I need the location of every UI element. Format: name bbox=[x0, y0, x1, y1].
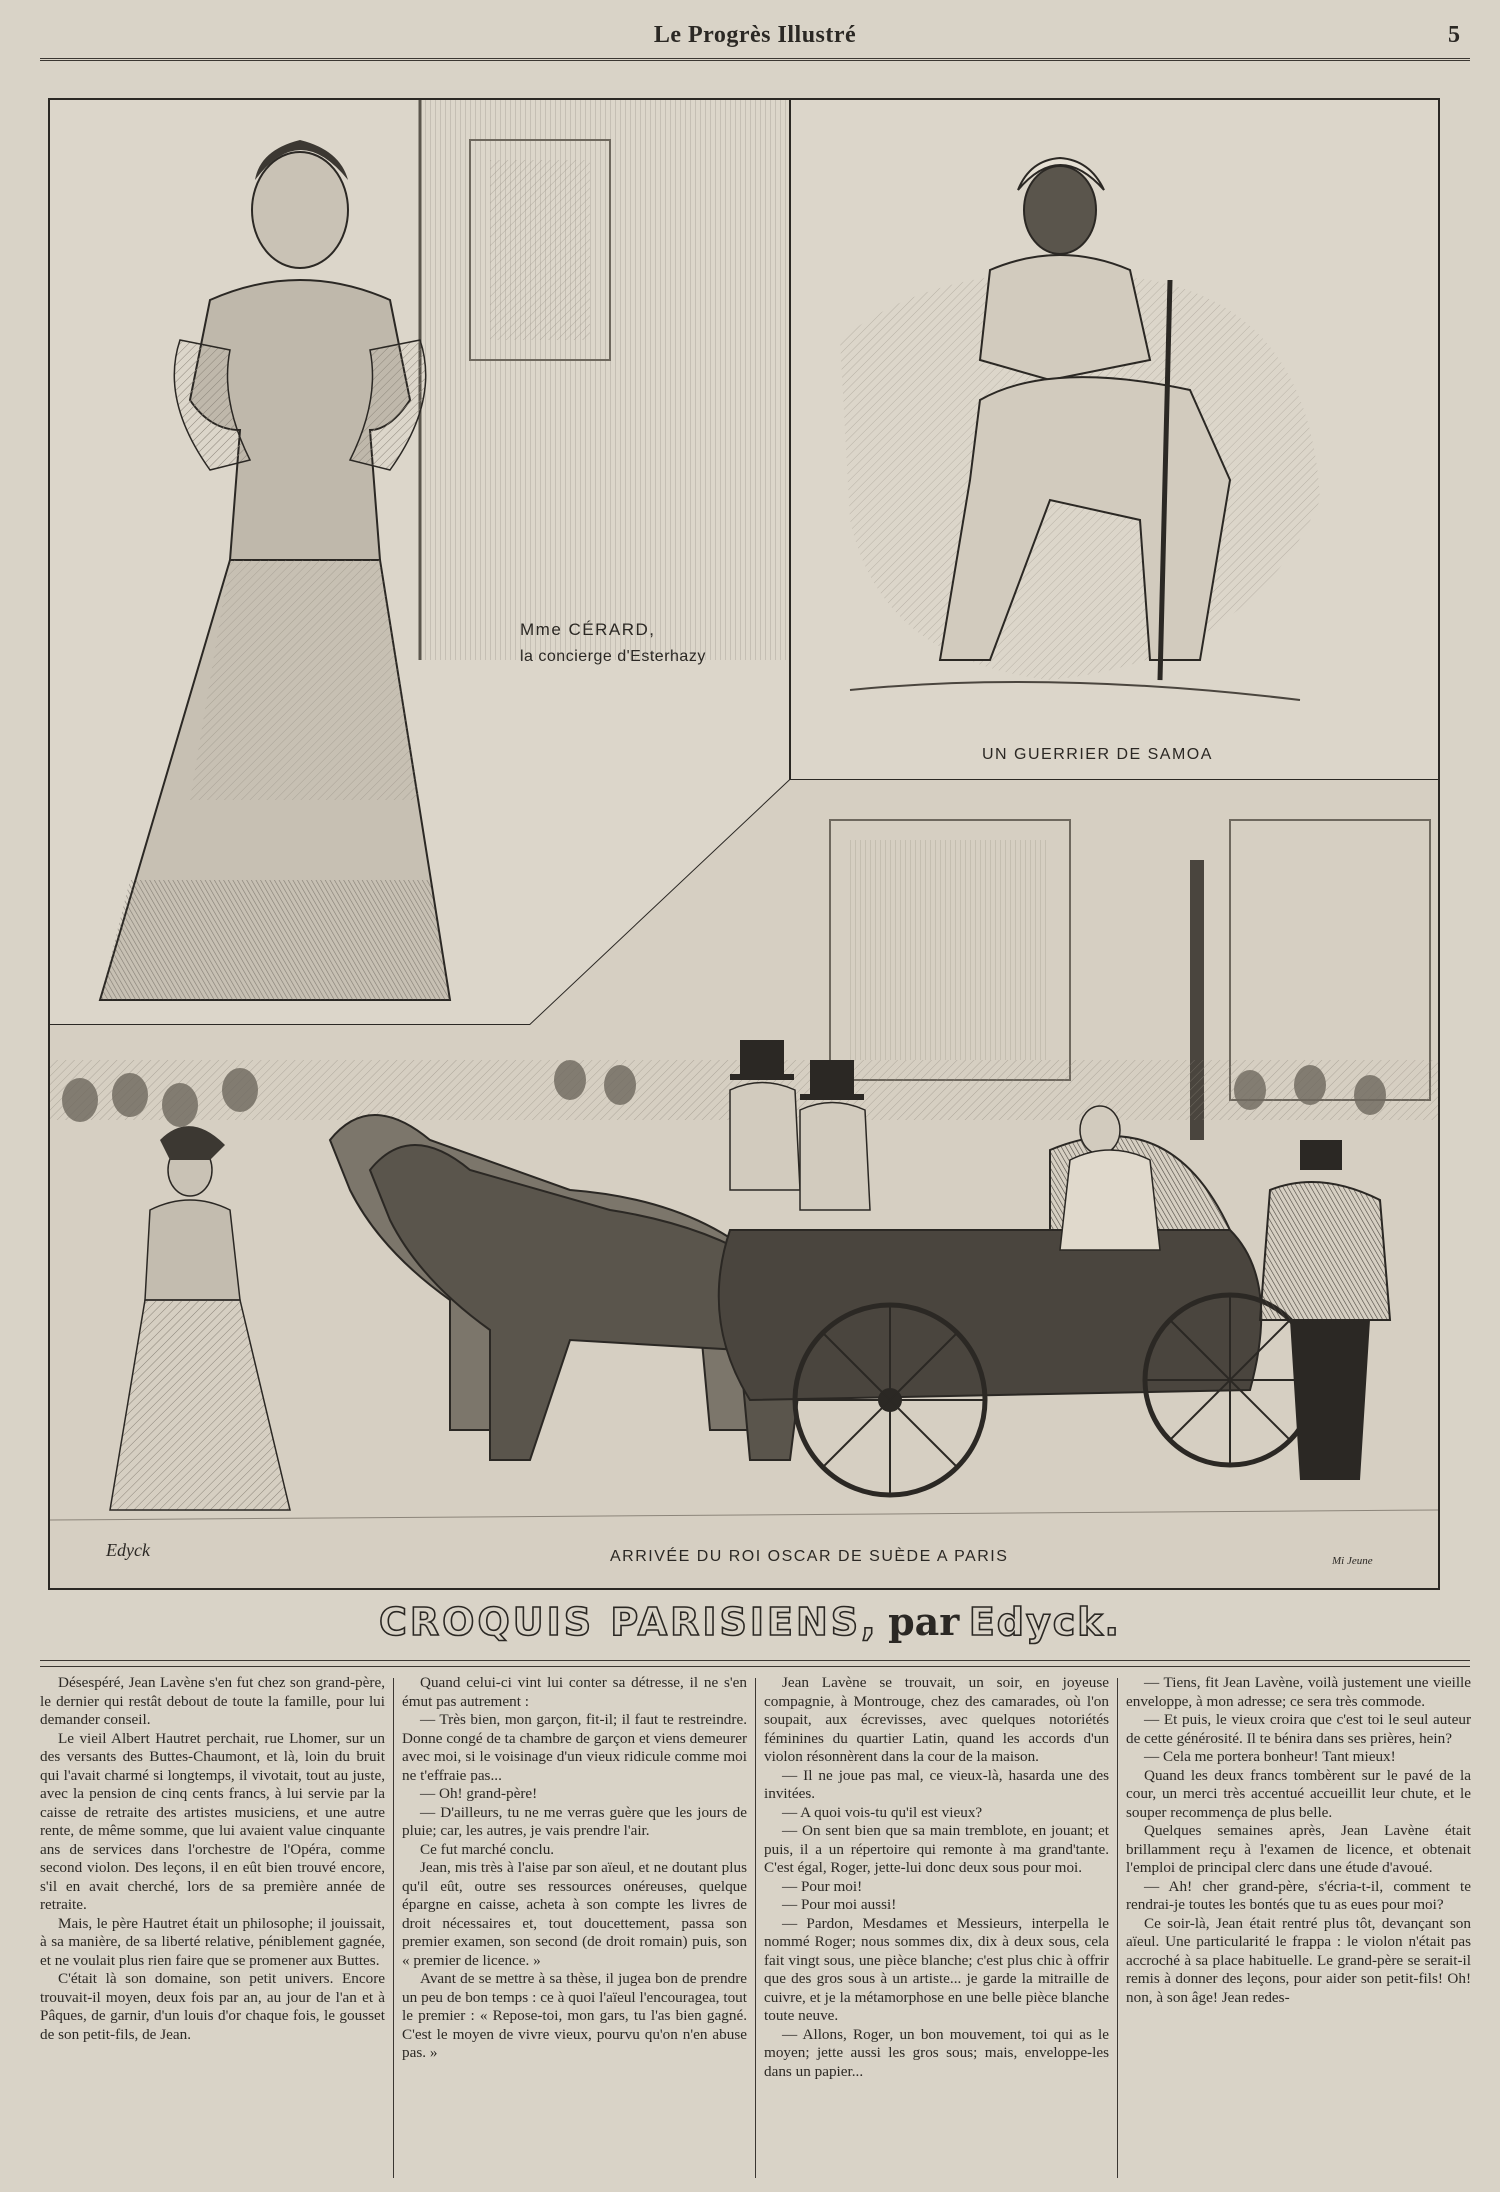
title-author: Edyck. bbox=[968, 1600, 1121, 1644]
paragraph: — On sent bien que sa main tremblote, en jouant; et puis, il a un répertoire qui remonte à ma grand'tante. C'est égal, Roger, jette-lui donc deux sous pour moi. bbox=[764, 1822, 1109, 1876]
illustration-plate bbox=[48, 98, 1440, 1590]
artist-signature: Edyck bbox=[106, 1540, 150, 1560]
paragraph: — Ah! cher grand-père, s'écria-t-il, comment te rendrai-je toutes les bontés que tu as eues pour moi? bbox=[1126, 1877, 1471, 1913]
article-columns bbox=[40, 1674, 1470, 2179]
gerard-panel bbox=[100, 100, 790, 1000]
title-by: par bbox=[888, 1599, 960, 1644]
engraving-artwork bbox=[50, 100, 1438, 1588]
paragraph: — A quoi vois-tu qu'il est vieux? bbox=[782, 1803, 983, 1821]
column-divider bbox=[393, 1678, 394, 2178]
paragraph: — Cela me portera bonheur! Tant mieux! bbox=[1144, 1748, 1396, 1765]
paragraph: Quand celui-ci vint lui conter sa détresse, il ne s'en émut pas autrement : bbox=[402, 1674, 747, 1710]
article-column-2 bbox=[402, 1674, 747, 2179]
gerard-name-caption: Mme CÉRARD, bbox=[520, 620, 656, 639]
paragraph: — Et puis, le vieux croira que c'est toi le seul auteur de cette générosité. Il te bénira dans ses prières, hein? bbox=[1126, 1711, 1471, 1747]
samoa-panel bbox=[840, 158, 1320, 700]
paragraph: — Pour moi aussi! bbox=[782, 1896, 897, 1913]
paragraph: — Pour moi! bbox=[782, 1877, 863, 1895]
title-rule bbox=[40, 1660, 1470, 1667]
title-main: CROQUIS PARISIENS, bbox=[379, 1600, 879, 1644]
paragraph: Le vieil Albert Hautret perchait, rue Lhomer, sur un des versants des Buttes-Chaumont, et là, loin du bruit qui l'avait charmé si longtemps, il vivotait, tout au juste, avec la pension de cinq cents francs, à lui servie par la caisse de retraite des artistes musiciens, et une autre rente, de même somme, que lui avaient value cinquante ans de services dans l'orchestre de l'Opéra, comme second violon. Des leçons, il en eût bien trouvé encore, s'il en avait cherché, lors de sa première année de retraite. bbox=[40, 1729, 385, 1913]
paragraph: — Il ne joue pas mal, ce vieux-là, hasarda une des invitées. bbox=[764, 1766, 1109, 1802]
paragraph: — Oh! grand-père! bbox=[420, 1785, 538, 1802]
paragraph: Avant de se mettre à sa thèse, il jugea bon de prendre un peu de bon temps : ce à quoi l'aïeul l'encouragea, tout le premier : « Repose-toi, mon gars, tu l'as bien gagné. C'est le moyen de vivre vieux, pourvu qu'on n'en abuse pas. » bbox=[402, 1970, 747, 2061]
paragraph: — Très bien, mon garçon, fit-il; il faut te restreindre. Donne congé de ta chambre de garçon et viens demeurer avec moi, si le voisinage d'un vieux ridicule comme moi ne t'effraie pas... bbox=[402, 1711, 747, 1784]
gerard-role-caption: la concierge d'Esterhazy bbox=[520, 648, 706, 665]
article-column-1 bbox=[40, 1674, 385, 2179]
engraver-signature: Mi Jeune bbox=[1332, 1555, 1373, 1567]
column-divider bbox=[1117, 1678, 1118, 2178]
paragraph: Quelques semaines après, Jean Lavène était brillamment reçu à l'examen de licence, et obtenait l'emploi de principal clerc dans une étude d'avoué. bbox=[1126, 1822, 1471, 1876]
paragraph: Quand les deux francs tombèrent sur le pavé de la cour, un merci très accentué accueillit leur chute, et le souper recommença de plus belle. bbox=[1126, 1766, 1471, 1821]
page-header bbox=[40, 18, 1470, 61]
page-number: 5 bbox=[1448, 22, 1460, 48]
paragraph: — Tiens, fit Jean Lavène, voilà justement une vieille enveloppe, à mon adresse; ce sera très commode. bbox=[1126, 1674, 1471, 1710]
paragraph: Jean, mis très à l'aise par son aïeul, et ne doutant plus qu'il eût, outre ses ressources onéreuses, quelque épargne en caisse, acheta à son compte les livres de droit nécessaires et, tout doucettement, passa son premier examen, son second (de droit romain) puis, son « premier de licence. » bbox=[402, 1859, 747, 1969]
paragraph: Ce fut marché conclu. bbox=[420, 1840, 555, 1858]
paragraph: — D'ailleurs, tu ne me verras guère que les jours de pluie; car, les autres, je vais prendre l'air. bbox=[402, 1803, 747, 1839]
article-column-3 bbox=[764, 1674, 1109, 2179]
samoa-caption: UN GUERRIER DE SAMOA bbox=[982, 746, 1213, 763]
paragraph: Ce soir-là, Jean était rentré plus tôt, devançant son aïeul. Une particularité le frappa : le violon n'était pas accroché à sa place habituelle. Le grand-père se serait-il remis à donner des leçons, pour aider son petit-fils! Oh! non, à son âge! Jean redes- bbox=[1126, 1914, 1471, 2006]
oscar-caption: ARRIVÉE DU ROI OSCAR DE SUÈDE A PARIS bbox=[610, 1548, 1009, 1565]
paragraph: Mais, le père Hautret était un philosophe; il jouissait, à sa manière, de sa liberté relative, péniblement gagnée, et ne voulait plus rien faire que se promener aux Buttes. bbox=[40, 1914, 385, 1969]
publication-title: Le Progrès Illustré bbox=[653, 22, 857, 48]
paragraph: Jean Lavène se trouvait, un soir, en joyeuse compagnie, à Montrouge, chez des camarades, où l'on soupait, aux écrevisses, avec quelques notoriétés féminines du quartier Latin, quand les accords d'un violon résonnèrent dans la cour de la maison. bbox=[764, 1674, 1109, 1765]
column-divider bbox=[755, 1678, 756, 2178]
section-title bbox=[0, 1598, 1500, 1647]
paragraph: Désespéré, Jean Lavène s'en fut chez son grand-père, le dernier qui restât debout de toute la famille, pour lui demander conseil. bbox=[40, 1674, 385, 1728]
paragraph: — Pardon, Mesdames et Messieurs, interpella le nommé Roger; nous sommes dix, dix à deux sous, cela fait vingt sous, une pièce blanche; c'est plus chic à offrir que des gros sous à un artiste... je garde la mitraille de cuivre, et je la métamorphose en une belle pièce blanche toute neuve. bbox=[764, 1914, 1109, 2024]
paragraph: — Allons, Roger, un bon mouvement, toi qui as le moyen; jette aussi les gros sous; mais, enveloppe-les dans un papier... bbox=[764, 2025, 1109, 2080]
paragraph: C'était là son domaine, son petit univers. Encore trouvait-il moyen, deux fois par an, au jour de l'an et à Pâques, de garnir, d'un louis d'or chaque fois, le gousset de son petit-fils, de Jean. bbox=[40, 1970, 385, 2043]
article-column-4 bbox=[1126, 1674, 1471, 2179]
